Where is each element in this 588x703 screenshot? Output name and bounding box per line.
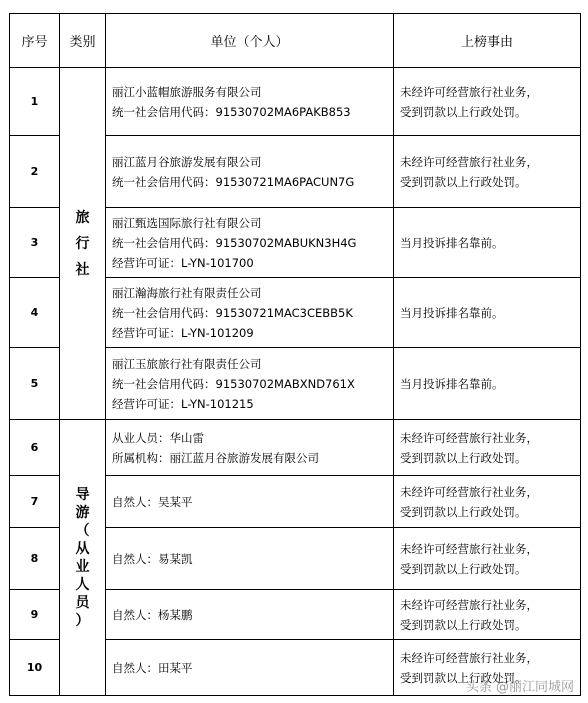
row-number: 3 (10, 208, 60, 278)
row-number: 4 (10, 278, 60, 348)
header-reason: 上榜事由 (394, 14, 581, 68)
unit-line: 经营许可证：L-YN-101215 (112, 396, 254, 411)
unit-line: 丽江蓝月谷旅游发展有限公司 (112, 154, 262, 169)
ranking-table (9, 13, 581, 696)
unit-line: 统一社会信用代码：91530702MA6PAKB853 (112, 104, 351, 119)
reason-line: 当月投诉排名靠前。 (400, 305, 504, 320)
table-header-row (10, 14, 581, 68)
unit-line: 丽江甄选国际旅行社有限公司 (112, 215, 262, 230)
unit-line: 所属机构：丽江蓝月谷旅游发展有限公司 (112, 450, 319, 465)
watermark: 头条 @丽江同城网 (465, 680, 574, 695)
table-row (10, 68, 581, 136)
reason-line: 受到罚款以上行政处罚。 (400, 504, 527, 519)
unit-cell (106, 68, 394, 136)
unit-cell (106, 348, 394, 420)
reason-line: 受到罚款以上行政处罚。 (400, 450, 527, 465)
row-number: 8 (10, 528, 60, 590)
unit-line: 丽江瀚海旅行社有限责任公司 (112, 285, 262, 300)
unit-line: 统一社会信用代码：91530702MABXND761X (112, 376, 355, 391)
unit-line: 丽江玉旅旅行社有限责任公司 (112, 356, 262, 371)
unit-line: 自然人：杨某鹏 (112, 607, 193, 622)
category-char: ） (75, 612, 90, 629)
unit-cell (106, 640, 394, 696)
category-char: 导 (75, 486, 90, 503)
unit-cell (106, 208, 394, 278)
reason-line: 受到罚款以上行政处罚。 (400, 104, 527, 119)
reason-line: 未经许可经营旅行社业务， (400, 541, 538, 556)
reason-cell (394, 68, 581, 136)
unit-cell (106, 528, 394, 590)
category-char: 员 (75, 594, 90, 611)
unit-line: 经营许可证：L-YN-101700 (112, 255, 254, 270)
reason-line: 未经许可经营旅行社业务， (400, 650, 538, 665)
row-number: 2 (10, 136, 60, 208)
reason-cell (394, 528, 581, 590)
category-char: 行 (75, 235, 90, 252)
table-row (10, 420, 581, 476)
unit-cell (106, 590, 394, 640)
unit-line: 统一社会信用代码：91530702MABUKN3H4G (112, 235, 357, 250)
row-number: 6 (10, 420, 60, 476)
reason-cell (394, 420, 581, 476)
unit-line: 自然人：田某平 (112, 660, 193, 675)
category-agency (60, 68, 106, 420)
reason-line: 未经许可经营旅行社业务， (400, 154, 538, 169)
category-char: 从 (75, 540, 90, 557)
header-unit: 单位（个人） (106, 14, 394, 68)
unit-line: 统一社会信用代码：91530721MA6PACUN7G (112, 174, 355, 189)
reason-cell (394, 590, 581, 640)
unit-line: 自然人：吴某平 (112, 494, 193, 509)
reason-cell (394, 208, 581, 278)
header-no: 序号 (10, 14, 60, 68)
reason-line: 未经许可经营旅行社业务， (400, 484, 538, 499)
category-char: 社 (75, 261, 90, 278)
reason-line: 当月投诉排名靠前。 (400, 235, 504, 250)
unit-cell (106, 476, 394, 528)
unit-line: 统一社会信用代码：91530721MAC3CEBB5K (112, 305, 353, 320)
reason-line: 受到罚款以上行政处罚。 (400, 561, 527, 576)
unit-cell (106, 278, 394, 348)
unit-cell (106, 136, 394, 208)
category-char: （ (75, 522, 90, 539)
reason-line: 未经许可经营旅行社业务， (400, 84, 538, 99)
reason-cell (394, 476, 581, 528)
row-number: 1 (10, 68, 60, 136)
reason-line: 当月投诉排名靠前。 (400, 376, 504, 391)
unit-line: 经营许可证：L-YN-101209 (112, 325, 254, 340)
category-char: 人 (75, 576, 90, 593)
row-number: 10 (10, 640, 60, 696)
row-number: 5 (10, 348, 60, 420)
reason-line: 受到罚款以上行政处罚。 (400, 670, 527, 685)
category-char: 游 (75, 504, 90, 521)
unit-cell (106, 420, 394, 476)
category-char: 业 (75, 558, 90, 575)
category-char: 旅 (75, 209, 90, 226)
reason-line: 未经许可经营旅行社业务， (400, 597, 538, 612)
reason-cell (394, 136, 581, 208)
reason-line: 受到罚款以上行政处罚。 (400, 617, 527, 632)
reason-line: 未经许可经营旅行社业务， (400, 430, 538, 445)
reason-cell (394, 348, 581, 420)
unit-line: 自然人：易某凯 (112, 551, 193, 566)
unit-line: 丽江小蓝帽旅游服务有限公司 (112, 84, 262, 99)
header-category: 类别 (60, 14, 106, 68)
reason-cell (394, 278, 581, 348)
row-number: 7 (10, 476, 60, 528)
unit-line: 从业人员：华山雷 (112, 430, 204, 445)
reason-line: 受到罚款以上行政处罚。 (400, 174, 527, 189)
category-guide (60, 420, 106, 696)
row-number: 9 (10, 590, 60, 640)
